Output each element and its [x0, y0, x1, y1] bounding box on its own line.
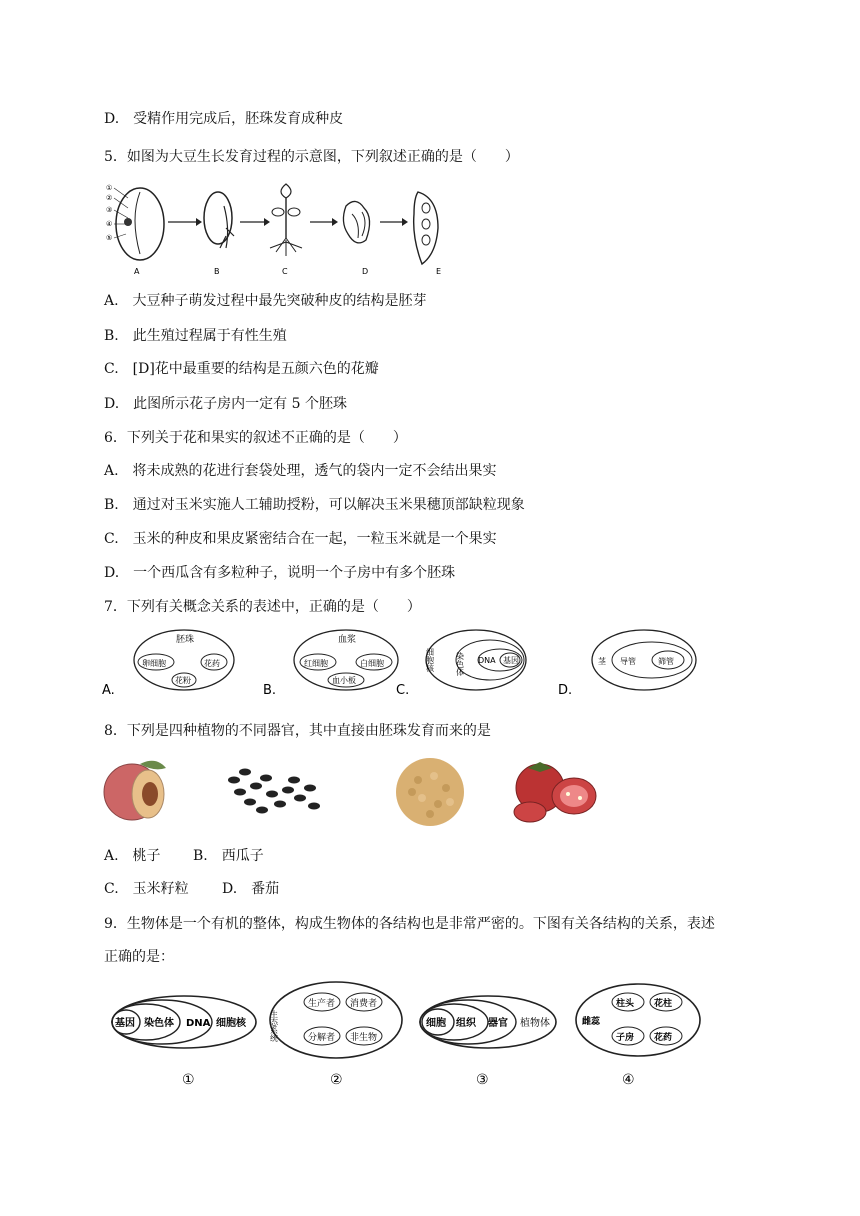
q8-option-a: A. 桃子 — [104, 848, 161, 864]
svg-text:生态系统: 生态系统 — [269, 1010, 279, 1042]
q7-diagram-c — [425, 630, 527, 690]
svg-text:导管: 导管 — [620, 657, 636, 666]
label-1: ① — [106, 184, 113, 192]
q7-concept-diagrams — [100, 628, 720, 702]
svg-text:花粉: 花粉 — [175, 676, 191, 685]
svg-text:基因: 基因 — [503, 656, 519, 665]
q9-diagram-4 — [576, 984, 700, 1056]
q7-label-b: B. — [263, 683, 277, 698]
q5-option-b: B. 此生殖过程属于有性生殖 — [104, 328, 287, 344]
svg-text:红细胞: 红细胞 — [304, 659, 328, 668]
svg-text:筛管: 筛管 — [658, 657, 674, 666]
q7-label-c: C. — [396, 683, 410, 698]
svg-text:消费者: 消费者 — [350, 999, 378, 1009]
svg-text:花柱: 花柱 — [654, 999, 673, 1009]
svg-text:DNA: DNA — [478, 656, 496, 665]
q7-label-d: D. — [558, 683, 573, 698]
svg-text:生产者: 生产者 — [308, 999, 336, 1009]
svg-text:卵细胞: 卵细胞 — [142, 659, 166, 668]
flower — [343, 201, 369, 242]
svg-text:白细胞: 白细胞 — [360, 659, 384, 668]
q9-number-3: ③ — [476, 1072, 489, 1088]
q8-option-c: C. 玉米籽粒 — [104, 881, 189, 897]
q8-images — [100, 752, 620, 832]
q7-diagram-d — [592, 630, 696, 690]
q7-label-a: A. — [102, 683, 115, 698]
label-a: A — [134, 267, 140, 276]
tomato-image — [514, 762, 596, 822]
svg-text:植物体: 植物体 — [520, 1018, 550, 1029]
q4-option-d: D. 受精作用完成后，胚珠发育成种皮 — [104, 111, 344, 127]
q5-stem: 5．如图为大豆生长发育过程的示意图，下列叙述正确的是（ ） — [104, 149, 519, 165]
q9-stem-line2: 正确的是： — [104, 949, 174, 965]
q9-stem-line1: 9．生物体是一个有机的整体，构成生物体的各结构也是非常严密的。下图有关各结构的关系，表述 — [104, 916, 715, 932]
svg-text:细胞: 细胞 — [426, 1018, 446, 1029]
svg-text:器官: 器官 — [488, 1018, 508, 1029]
svg-text:染色体: 染色体 — [144, 1018, 174, 1029]
svg-text:雌蕊: 雌蕊 — [582, 1017, 601, 1027]
svg-text:茎: 茎 — [598, 657, 606, 666]
svg-text:非生物: 非生物 — [350, 1033, 378, 1043]
q9-diagram-1 — [112, 996, 256, 1048]
q7-diagram-b — [294, 630, 398, 690]
label-b: B — [214, 267, 220, 276]
svg-text:DNA: DNA — [186, 1018, 211, 1029]
q9-structure-diagrams — [108, 980, 708, 1090]
q9-number-4: ④ — [622, 1072, 635, 1088]
svg-text:分解者: 分解者 — [308, 1033, 336, 1043]
svg-text:血小板: 血小板 — [332, 676, 356, 685]
svg-text:血浆: 血浆 — [338, 635, 357, 645]
q7-stem: 7．下列有关概念关系的表述中，正确的是（ ） — [104, 599, 421, 615]
q8-stem: 8．下列是四种植物的不同器官，其中直接由胚珠发育而来的是 — [104, 723, 491, 739]
q6-option-c: C. 玉米的种皮和果皮紧密结合在一起，一粒玉米就是一个果实 — [104, 531, 497, 547]
svg-text:胚珠: 胚珠 — [176, 635, 195, 645]
q6-option-b: B. 通过对玉米实施人工辅助授粉，可以解决玉米果穗顶部缺粒现象 — [104, 497, 525, 513]
svg-text:基因: 基因 — [115, 1018, 135, 1029]
q7-diagram-a — [134, 630, 234, 690]
q9-diagram-3 — [420, 996, 556, 1048]
label-4: ④ — [106, 220, 113, 228]
label-e: E — [436, 267, 442, 276]
q8-option-b: B. 西瓜子 — [193, 848, 264, 864]
peach-image — [104, 761, 166, 820]
q5-option-c: C. [D]花中最重要的结构是五颜六色的花瓣 — [104, 361, 379, 377]
svg-text:细胞核: 细胞核 — [425, 648, 435, 672]
label-3: ③ — [106, 206, 113, 214]
germinating-seed — [204, 192, 234, 248]
q8-option-d: D. 番茄 — [222, 881, 280, 897]
svg-text:细胞核: 细胞核 — [216, 1018, 246, 1029]
seedling — [270, 184, 302, 256]
label-c: C — [282, 267, 288, 276]
q6-option-a: A. 将未成熟的花进行套袋处理，透气的袋内一定不会结出果实 — [104, 463, 497, 479]
q6-option-d: D. 一个西瓜含有多粒种子，说明一个子房中有多个胚珠 — [104, 565, 456, 581]
watermelon-seeds-image — [228, 769, 320, 814]
label-2: ② — [106, 194, 113, 202]
q9-diagram-2 — [269, 982, 403, 1058]
svg-text:花药: 花药 — [204, 659, 220, 668]
svg-text:组织: 组织 — [456, 1018, 476, 1029]
q5-option-d: D. 此图所示花子房内一定有 5 个胚珠 — [104, 396, 347, 412]
svg-text:柱头: 柱头 — [616, 999, 635, 1009]
soybean-life-cycle-figure — [100, 178, 460, 278]
q9-number-1: ① — [182, 1072, 195, 1088]
q6-stem: 6．下列关于花和果实的叙述不正确的是（ ） — [104, 430, 407, 446]
soybean-pod — [414, 192, 438, 264]
svg-text:子房: 子房 — [616, 1033, 635, 1043]
label-d: D — [362, 267, 369, 276]
svg-text:花药: 花药 — [654, 1033, 673, 1043]
q5-option-a: A. 大豆种子萌发过程中最先突破种皮的结构是胚芽 — [104, 293, 427, 309]
label-5: ⑤ — [106, 234, 113, 242]
q9-number-2: ② — [330, 1072, 343, 1088]
corn-kernels-image — [396, 758, 464, 826]
svg-text:染色体: 染色体 — [455, 652, 465, 676]
